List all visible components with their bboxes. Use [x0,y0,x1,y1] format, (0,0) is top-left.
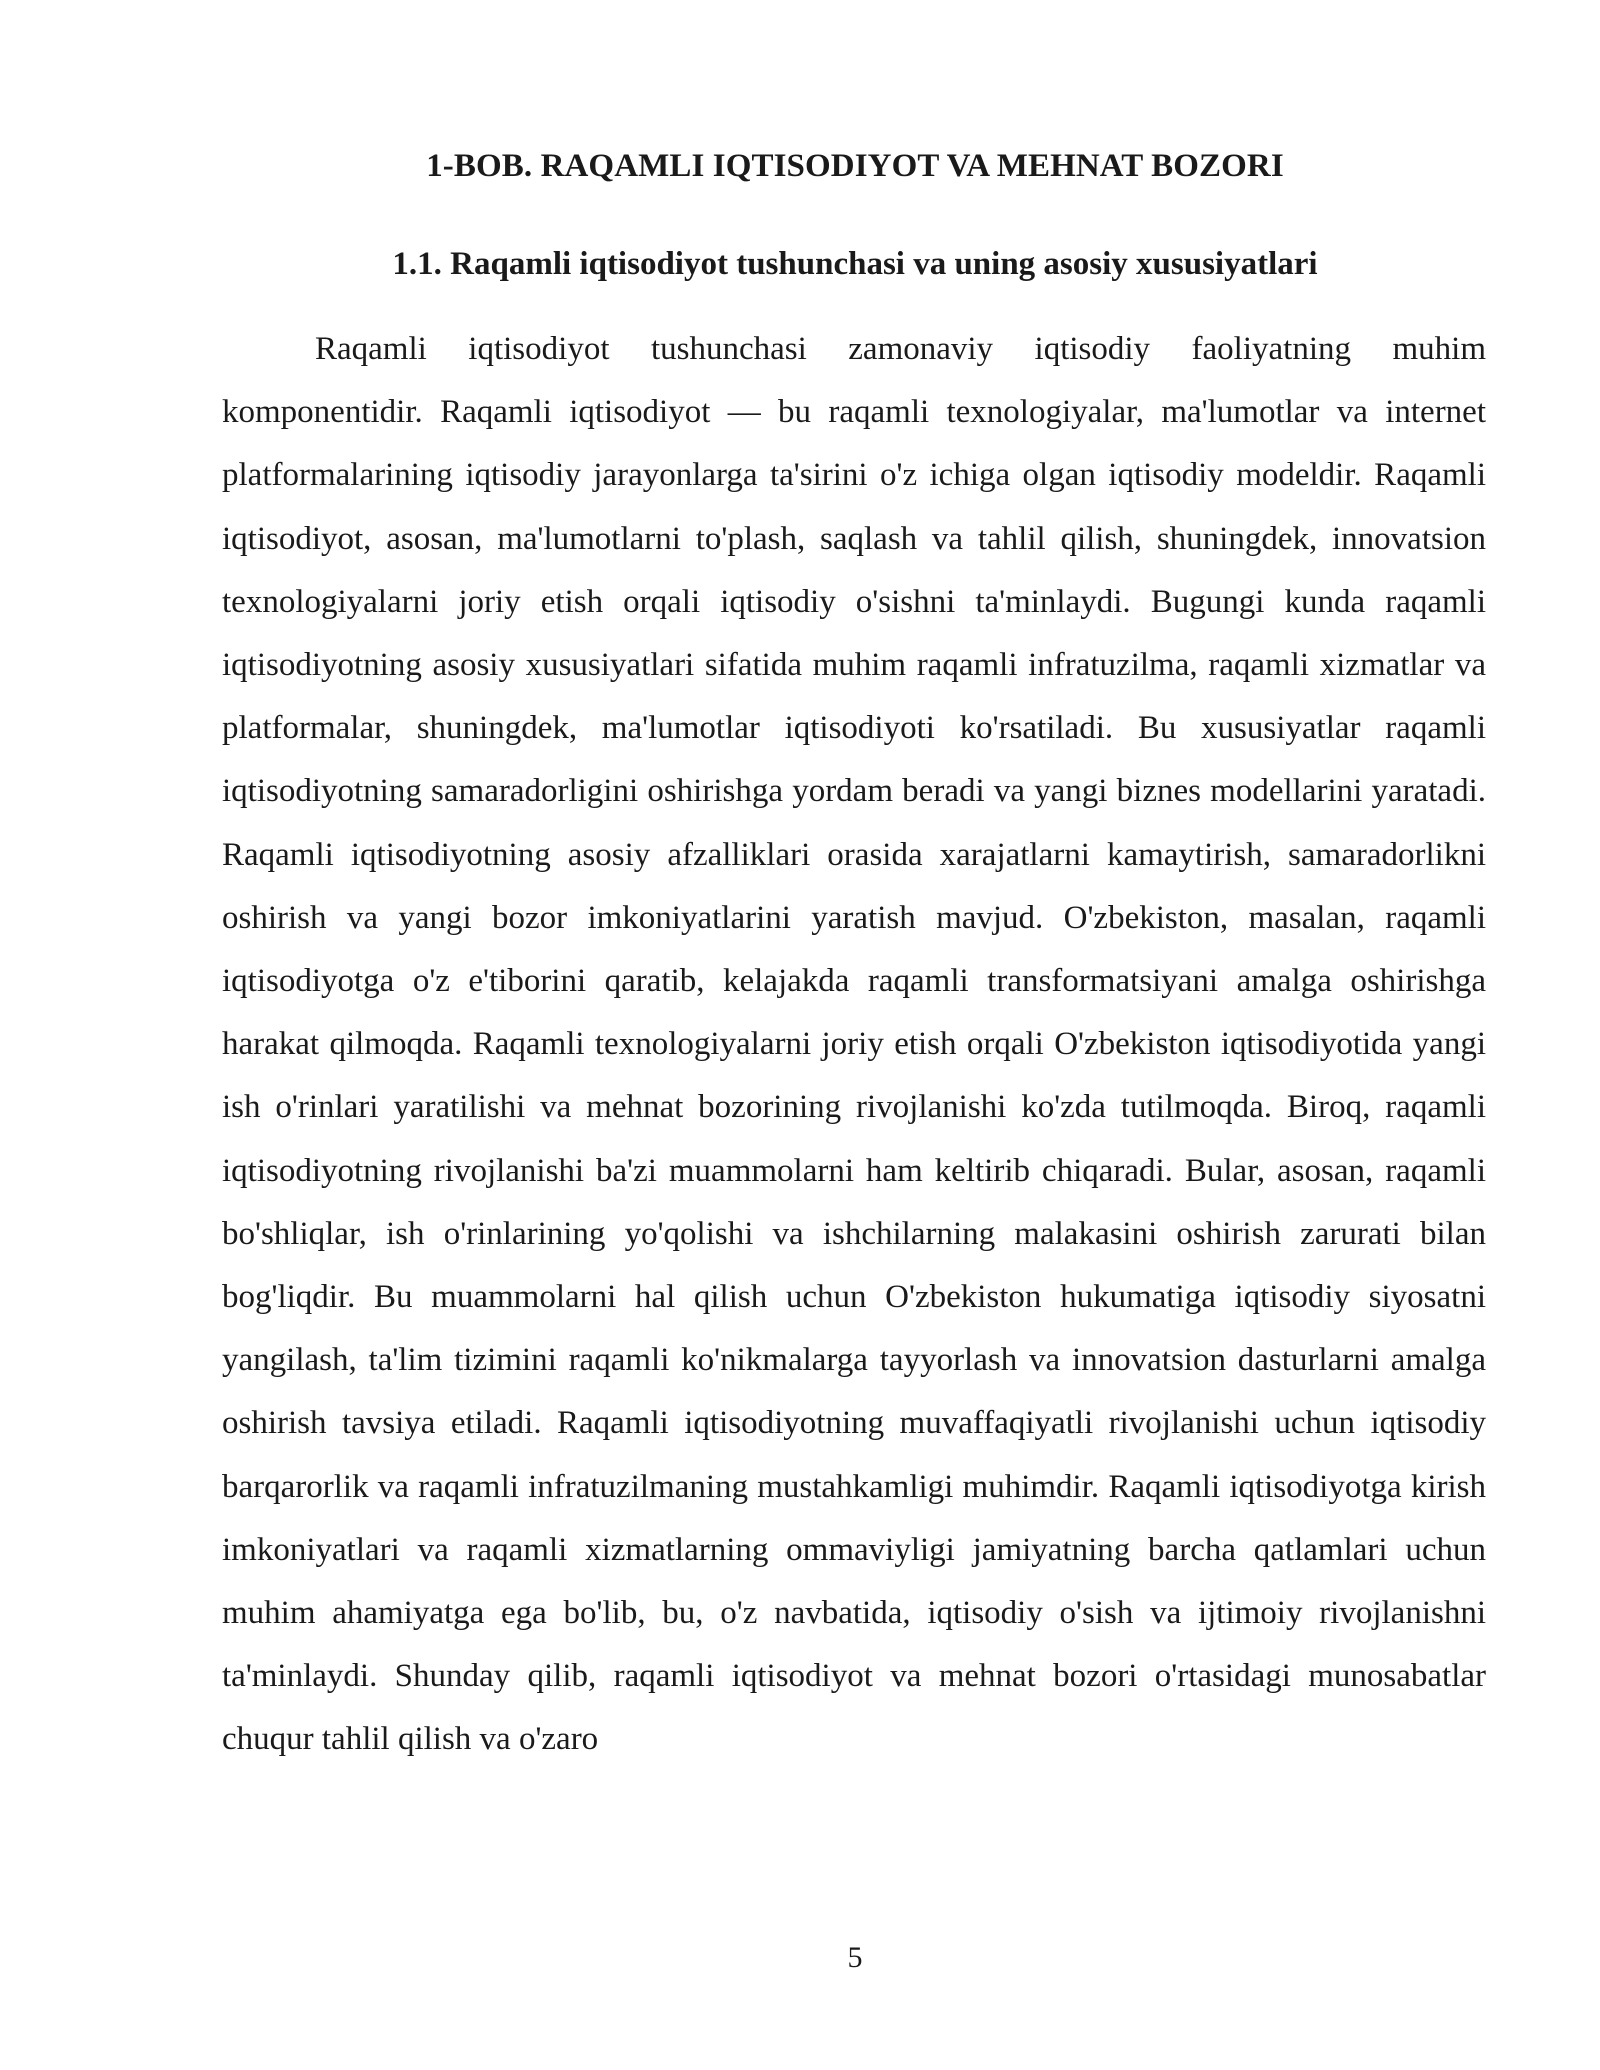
section-title: 1.1. Raqamli iqtisodiyot tushunchasi va uning asosiy xususiyatlari [392,246,1318,282]
body-paragraph: Raqamli iqtisodiyot tushunchasi zamonaviy iqtisodiy faoliyatning muhim komponentidir. Raqamli iqtisodiyot — bu raqamli texnologiyalar, ma'lumotlar va internet platformalarining iqtisodiy jarayonlarga ta'sirini o'z ichiga olgan iqtisodiy modeldir. Raqamli iqtisodiyot, asosan, ma'lumotlarni to'plash, saqlash va tahlil qilish, shuningdek, innovatsion texnologiyalarni joriy etish orqali iqtisodiy o'sishni ta'minlaydi. Bugungi kunda raqamli iqtisodiyotning asosiy xususiyatlari sifatida muhim raqamli infratuzilma, raqamli xizmatlar va platformalar, shuningdek, ma'lumotlar iqtisodiyoti ko'rsatiladi. Bu xususiyatlar raqamli iqtisodiyotning samaradorligini oshirishga yordam beradi va yangi biznes modellarini yaratadi. Raqamli iqtisodiyotning asosiy afzalliklari orasida xarajatlarni kamaytirish, samaradorlikni oshirish va yangi bozor imkoniyatlarini yaratish mavjud. O'zbekiston, masalan, raqamli iqtisodiyotga o'z e'tiborini qaratib, kelajakda raqamli transformatsiyani amalga oshirishga harakat qilmoqda. Raqamli texnologiyalarni joriy etish orqali O'zbekiston iqtisodiyotida yangi ish o'rinlari yaratilishi va mehnat bozorining rivojlanishi ko'zda tutilmoqda. Biroq, raqamli iqtisodiyotning rivojlanishi ba'zi muammolarni ham keltirib chiqaradi. Bular, asosan, raqamli bo'shliqlar, ish o'rinlarining yo'qolishi va ishchilarning malakasini oshirish zarurati bilan bog'liqdir. Bu muammolarni hal qilish uchun O'zbekiston hukumatiga iqtisodiy siyosatni yangilash, ta'lim tizimini raqamli ko'nikmalarga tayyorlash va innovatsion dasturlarni amalga oshirish tavsiya etiladi. Raqamli iqtisodiyotning muvaffaqiyatli rivojlanishi uchun iqtisodiy barqarorlik va raqamli infratuzilmaning mustahkamligi muhimdir. Raqamli iqtisodiyotga kirish imkoniyatlari va raqamli xizmatlarning ommaviyligi jamiyatning barcha qatlamlari uchun muhim ahamiyatga ega bo'lib, bu, o'z navbatida, iqtisodiy o'sish va ijtimoiy rivojlanishni ta'minlaydi. Shunday qilib, raqamli iqtisodiyot va mehnat bozori o'rtasidagi munosabatlar chuqur tahlil qilish va o'zaro [222,331,1486,1758]
chapter-title: 1-BOB. RAQAMLI IQTISODIYOT VA MEHNAT BOZORI [426,148,1284,184]
page-number: 5 [847,1941,863,1974]
